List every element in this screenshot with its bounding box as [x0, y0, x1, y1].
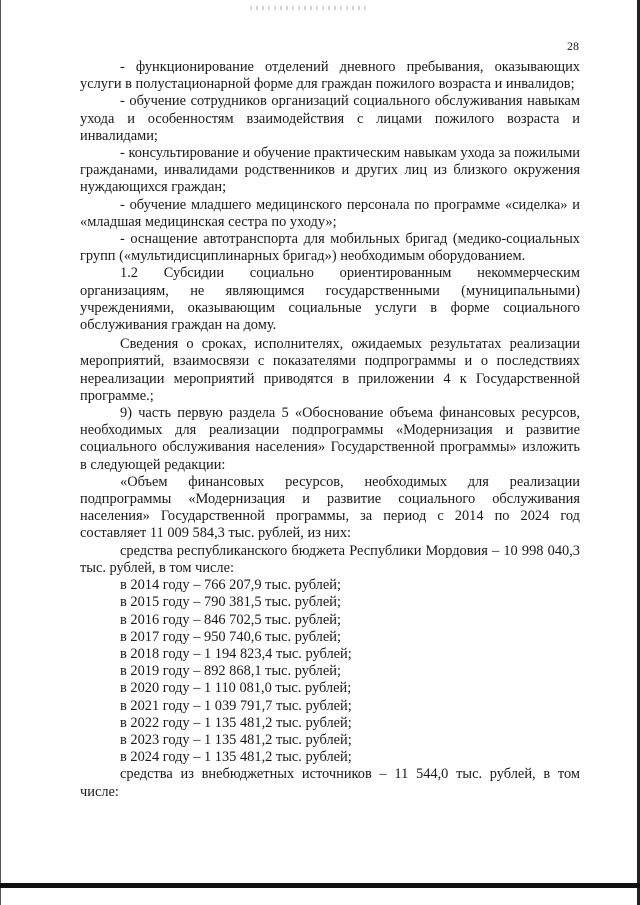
amount-line: в 2015 году – 790 381,5 тыс. рублей;	[120, 594, 341, 611]
paragraph-subsidies: 1.2 Субсидии социально ориентированным некоммерческим организациям, не являющимся государственными (муниципальными) учреждениями, оказывающим социальные услуги в форме социального обслуживания граждан на дому.	[80, 265, 580, 334]
paragraph-republic-budget: средства республиканского бюджета Республики Мордовия – 10 998 040,3 тыс. рублей, в том числе:	[80, 542, 580, 576]
amount-line: в 2019 году – 892 868,1 тыс. рублей;	[120, 663, 341, 680]
amount-line: в 2021 году – 1 039 791,7 тыс. рублей;	[120, 697, 352, 714]
amount-line: в 2022 году – 1 135 481,2 тыс. рублей;	[120, 714, 352, 731]
list-item-junior-medical-training: - обучение младшего медицинского персонала по программе «сиделка» и «младшая медицинская сестра по уходу»;	[80, 196, 580, 230]
amount-line: в 2016 году – 846 702,5 тыс. рублей;	[120, 611, 341, 628]
list-item-consulting: - консультирование и обучение практическим навыкам ухода за пожилыми гражданами, инвалидами родственников и других лиц из близкого окружения нуждающихся граждан;	[80, 145, 580, 196]
paragraph-amendment: 9) часть первую раздела 5 «Обоснование объема финансовых ресурсов, необходимых для реализации подпрограммы «Модернизация и развитие социального обслуживания населения» Государственной программы» изложить в следующей редакции:	[80, 405, 580, 473]
amount-line: в 2014 году – 766 207,9 тыс. рублей;	[120, 577, 341, 594]
amount-line: в 2020 году – 1 110 081,0 тыс. рублей;	[120, 680, 352, 697]
list-item-mobile-brigades: - оснащение автотранспорта для мобильных бригад (медико-социальных групп («мультидисциплинарных бригад») необходимым оборудованием.	[80, 231, 580, 265]
amount-line: в 2018 году – 1 194 823,4 тыс. рублей;	[120, 645, 352, 662]
scan-edge-left	[0, 0, 1, 905]
scan-edge-bottom	[0, 883, 640, 888]
amount-line: в 2024 году – 1 135 481,2 тыс. рублей;	[120, 749, 352, 766]
paragraph-funding-volume: «Объем финансовых ресурсов, необходимых для реализации подпрограммы «Модернизация и развитие социального обслуживания населения» Государственной программы, за период с 2014 по 2024 год составляет 11 009 584,3 тыс. рублей, из них:	[80, 473, 580, 542]
document-body	[80, 59, 580, 801]
list-item-staff-training: - обучение сотрудников организаций социального обслуживания навыкам ухода и особенностям взаимодействия с лицами пожилого возраста и инвалидами;	[80, 93, 580, 144]
paragraph-extrabudgetary: средства из внебюджетных источников – 11 544,0 тыс. рублей, в том числе:	[80, 766, 580, 800]
page-number: 28	[567, 39, 579, 53]
amount-line: в 2023 году – 1 135 481,2 тыс. рублей;	[120, 731, 352, 748]
amount-line: в 2017 году – 950 740,6 тыс. рублей;	[120, 628, 341, 645]
paragraph-information: Сведения о сроках, исполнителях, ожидаемых результатах реализации мероприятий, взаимосвязи с показателями подпрограммы и о последствиях нереализации мероприятий приводятся в приложении 4 к Государственной программе.;	[80, 336, 580, 404]
scan-artifact-top	[250, 6, 370, 10]
list-item-day-care: - функционирование отделений дневного пребывания, оказывающих услуги в полустационарной форме для граждан пожилого возраста и инвалидов;	[80, 59, 580, 93]
